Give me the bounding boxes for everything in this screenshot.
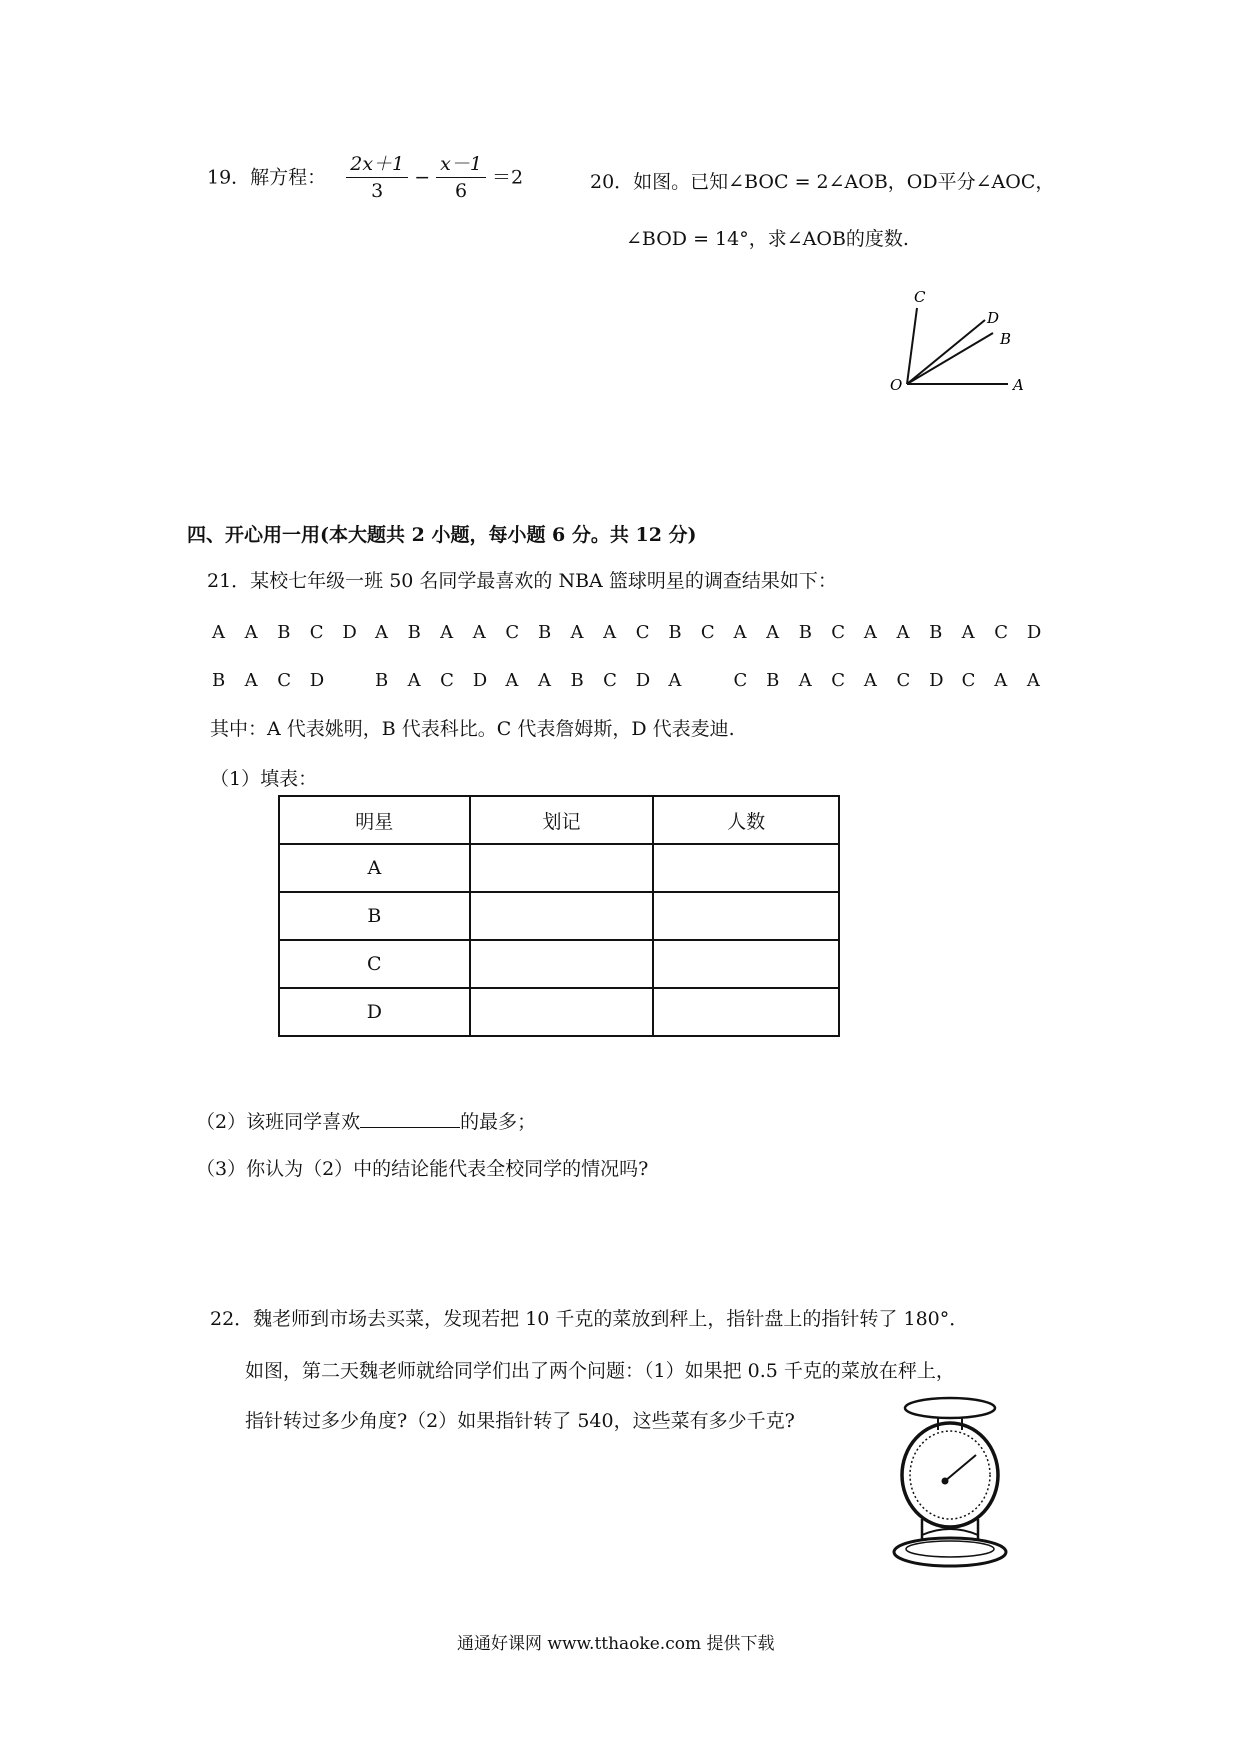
count-cell[interactable]: [653, 940, 839, 988]
survey-letter: B: [407, 622, 421, 643]
survey-letter: C: [994, 622, 1009, 643]
survey-letter: B: [929, 622, 943, 643]
survey-letter: A: [603, 622, 617, 643]
tally-cell[interactable]: [470, 988, 654, 1036]
q21-part-2: [196, 1109, 536, 1132]
survey-letter: A: [472, 622, 486, 643]
survey-letter: A: [244, 670, 258, 691]
q19-frac2-numerator: x－1: [436, 155, 486, 178]
survey-letter: A: [863, 670, 877, 691]
q19-frac1-denominator: 3: [371, 180, 384, 202]
q22-line-1: 22．魏老师到市场去买菜，发现若把 10 千克的菜放到秤上，指针盘上的指针转了 180°．: [210, 1308, 969, 1330]
q21-part-1: （1）填表：: [210, 768, 318, 790]
q20-line-2: ∠BOD = 14°，求∠AOB的度数.: [626, 228, 909, 250]
scale-illustration: [888, 1395, 1028, 1575]
q19-fraction-2: [436, 155, 486, 201]
survey-letter: C: [309, 622, 324, 643]
survey-letter: B: [798, 622, 812, 643]
ray-od: [907, 320, 985, 384]
angle-figure: [875, 280, 1035, 400]
survey-letter: A: [407, 670, 421, 691]
survey-letter: C: [440, 670, 454, 691]
q21-data-row-2: [212, 670, 1059, 691]
survey-letter: A: [798, 670, 812, 691]
survey-letter: B: [374, 670, 389, 691]
label-c: C: [914, 288, 926, 306]
q19-minus: −: [414, 166, 431, 189]
scale-pivot: [942, 1478, 949, 1485]
q22-line-3: 指针转过多少角度?（2）如果指针转了 540，这些菜有多少千克?: [245, 1410, 795, 1432]
q19-frac2-denominator: 6: [455, 180, 468, 202]
label-d: D: [987, 309, 1000, 327]
scale-base-top: [922, 1529, 978, 1535]
q21-legend: 其中：A 代表姚明，B 代表科比。C 代表詹姆斯，D 代表麦迪.: [210, 718, 735, 740]
row-label: A: [279, 844, 470, 892]
count-cell[interactable]: [653, 892, 839, 940]
q20-line-1: 20．如图。已知∠BOC = 2∠AOB，OD平分∠AOC，: [590, 171, 1055, 193]
survey-letter: C: [896, 670, 911, 691]
row-label: B: [279, 892, 470, 940]
survey-letter: C: [700, 622, 715, 643]
footer: 通通好课网 www.tthaoke.com 提供下载: [457, 1634, 775, 1654]
survey-letter: D: [1026, 622, 1042, 643]
survey-letter: A: [733, 622, 747, 643]
table-row: [279, 988, 839, 1036]
question-19: [207, 155, 523, 201]
q21-part-2-suffix: 的最多；: [460, 1111, 537, 1133]
label-b: B: [1000, 330, 1012, 348]
survey-letter: A: [537, 670, 551, 691]
table-row: [279, 892, 839, 940]
survey-letter: D: [635, 670, 651, 691]
survey-letter: A: [374, 622, 388, 643]
survey-letter: D: [342, 622, 357, 643]
survey-letter: A: [766, 622, 780, 643]
tally-table: [278, 795, 840, 1037]
table-header-row: [279, 796, 839, 844]
survey-letter: C: [831, 622, 846, 643]
q19-label: 19．解方程：: [207, 166, 327, 189]
tally-cell[interactable]: [470, 940, 654, 988]
survey-letter: A: [668, 670, 682, 691]
section-4-heading: 四、开心用一用(本大题共 2 小题，每小题 6 分。共 12 分): [187, 524, 697, 546]
survey-letter: B: [212, 670, 226, 691]
survey-letter: A: [505, 670, 519, 691]
survey-letter: B: [537, 622, 552, 643]
count-cell[interactable]: [653, 988, 839, 1036]
survey-letter: A: [440, 622, 454, 643]
answer-blank[interactable]: [360, 1109, 460, 1128]
survey-letter: C: [635, 622, 650, 643]
scale-dial-inner: [910, 1431, 990, 1519]
survey-letter: A: [994, 670, 1008, 691]
label-a: A: [1013, 376, 1024, 394]
q21-intro: 21．某校七年级一班 50 名同学最喜欢的 NBA 篮球明星的调查结果如下：: [207, 570, 837, 592]
survey-letter: C: [733, 670, 748, 691]
count-cell[interactable]: [653, 844, 839, 892]
scale-dial-outer: [902, 1423, 998, 1527]
survey-letter: C: [603, 670, 617, 691]
tally-cell[interactable]: [470, 844, 654, 892]
q19-fraction-1: [346, 155, 408, 201]
label-o: O: [890, 376, 903, 394]
survey-letter: A: [570, 622, 584, 643]
survey-letter: C: [277, 670, 291, 691]
scale-tray: [905, 1398, 995, 1418]
table-row: [279, 844, 839, 892]
survey-letter: D: [472, 670, 488, 691]
survey-letter: B: [277, 622, 291, 643]
survey-letter: D: [929, 670, 944, 691]
row-label: D: [279, 988, 470, 1036]
survey-letter: D: [309, 670, 325, 691]
survey-letter: A: [244, 622, 258, 643]
row-label: C: [279, 940, 470, 988]
tally-cell[interactable]: [470, 892, 654, 940]
survey-letter: A: [1026, 670, 1040, 691]
table-row: [279, 940, 839, 988]
survey-letter: B: [668, 622, 682, 643]
q21-data-row-1: [212, 622, 1059, 643]
scale-base-inner: [906, 1541, 994, 1557]
survey-letter: C: [505, 622, 520, 643]
header-star: 明星: [279, 796, 470, 844]
ray-ob: [907, 333, 993, 384]
survey-letter: C: [961, 670, 976, 691]
survey-letter: A: [896, 622, 910, 643]
ray-oc: [907, 308, 917, 384]
q19-rhs: ＝2: [492, 166, 524, 189]
header-tally: 划记: [470, 796, 654, 844]
survey-letter: B: [766, 670, 780, 691]
survey-letter: C: [831, 670, 846, 691]
q22-line-2: 如图，第二天魏老师就给同学们出了两个问题：（1）如果把 0.5 千克的菜放在秤上，: [245, 1360, 955, 1382]
survey-letter: A: [961, 622, 975, 643]
scale-pointer: [945, 1455, 976, 1481]
survey-letter: B: [570, 670, 584, 691]
header-count: 人数: [653, 796, 839, 844]
survey-letter: A: [212, 622, 225, 643]
q21-part-2-prefix: （2）该班同学喜欢: [196, 1111, 361, 1133]
q19-frac1-numerator: 2x＋1: [346, 155, 408, 178]
survey-letter: A: [863, 622, 877, 643]
q21-part-3: （3）你认为（2）中的结论能代表全校同学的情况吗?: [196, 1158, 649, 1180]
